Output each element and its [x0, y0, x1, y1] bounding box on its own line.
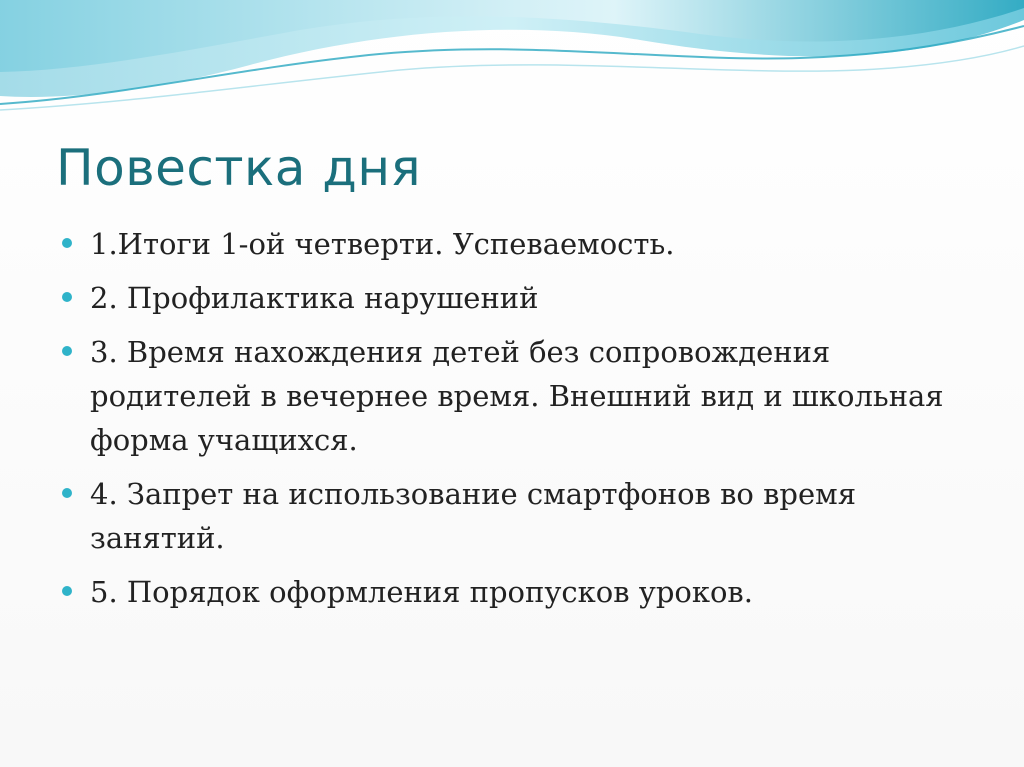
agenda-item-text: 5. Порядок оформления пропусков уроков. [90, 575, 753, 609]
agenda-item [62, 276, 962, 320]
circle-bullet-icon [62, 238, 72, 248]
slide-title: Повестка дня [56, 139, 422, 197]
circle-bullet-icon [62, 586, 72, 596]
agenda-item-text: 1.Итоги 1-ой четверти. Успеваемость. [90, 227, 675, 261]
agenda-item-text: 3. Время нахождения детей без сопровождения родителей в вечернее время. Внешний вид и школьная форма учащихся. [90, 335, 944, 457]
agenda-item [62, 570, 962, 614]
circle-bullet-icon [62, 488, 72, 498]
circle-bullet-icon [62, 292, 72, 302]
agenda-item [62, 222, 962, 266]
agenda-item-text: 4. Запрет на использование смартфонов во время занятий. [90, 477, 856, 555]
agenda-item [62, 330, 962, 462]
agenda-list [62, 222, 962, 624]
wave-decoration [0, 0, 1024, 140]
agenda-item [62, 472, 962, 560]
circle-bullet-icon [62, 346, 72, 356]
agenda-item-text: 2. Профилактика нарушений [90, 281, 539, 315]
